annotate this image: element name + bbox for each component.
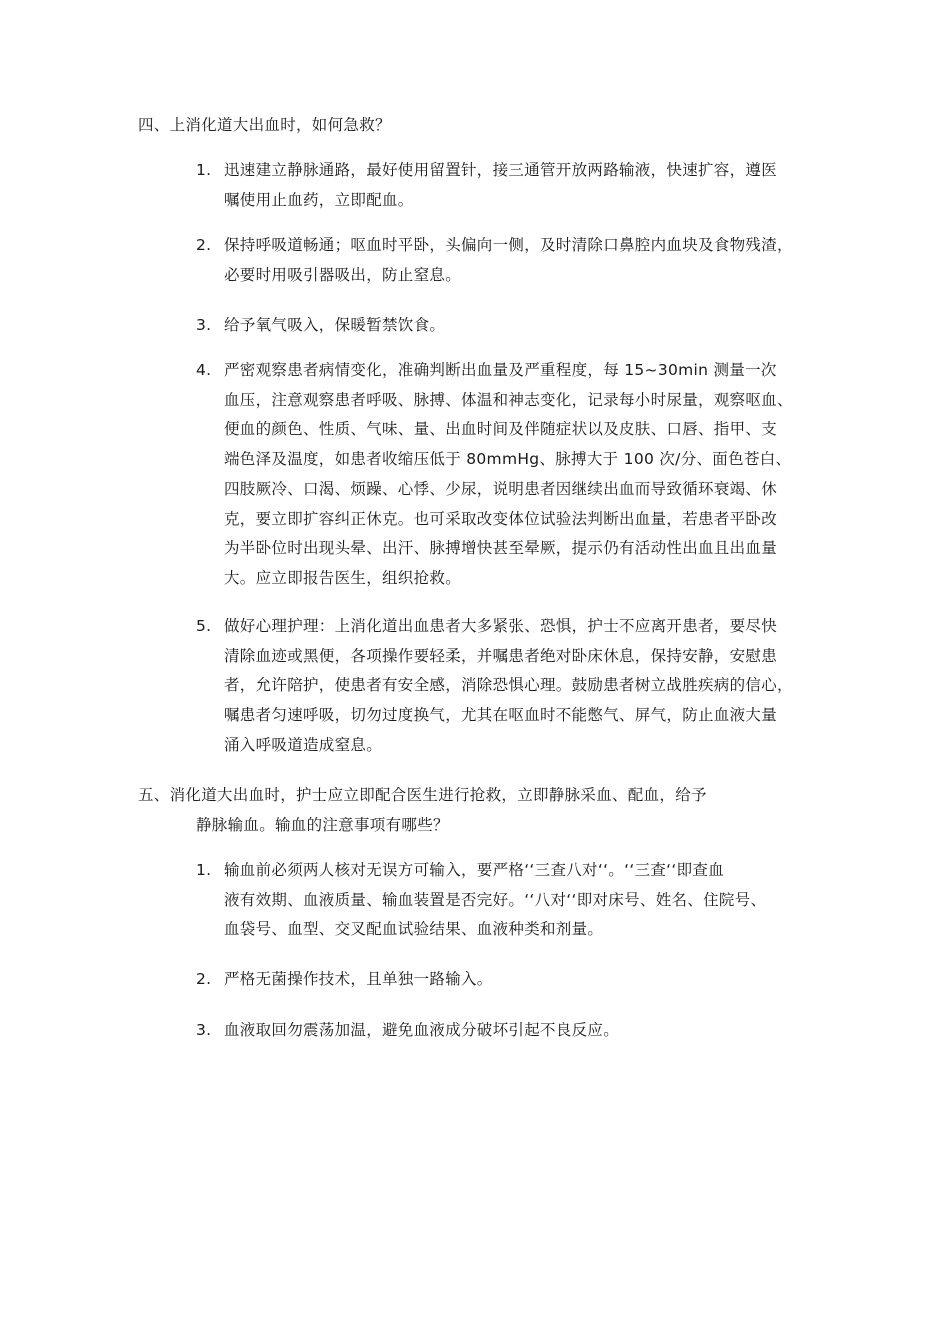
section-5-item-3 [196, 1016, 836, 1046]
item-text: 输血前必须两人核对无误方可输入，要严格‘‘三查八对‘‘。‘‘三查‘‘即查血 液有效期、血液质量、输血装置是否完好。‘‘八对‘‘即对床号、姓名、住院号、 血袋号、血型、交叉配血试验结果、血液种类和剂量。 [224, 861, 767, 939]
item-number: 2. [196, 970, 212, 988]
section-5-heading [138, 780, 707, 840]
item-text: 严格无菌操作技术，且单独一路输入。 [224, 970, 493, 988]
item-number: 3. [196, 316, 212, 334]
item-text: 迅速建立静脉通路，最好使用留置针，接三通管开放两路输液，快速扩容，遵医 嘱使用止血药，立即配血。 [224, 161, 778, 209]
item-number: 2. [196, 236, 212, 254]
section-4-item-4 [196, 356, 836, 594]
section-5-item-2 [196, 965, 836, 995]
item-number: 1. [196, 161, 212, 179]
item-text: 保持呼吸道畅通；呕血时平卧，头偏向一侧，及时清除口鼻腔内血块及食物残渣， 必要时用吸引器吸出，防止窒息。 [224, 236, 793, 284]
item-text: 做好心理护理：上消化道出血患者大多紧张、恐惧，护士不应离开患者，要尽快 清除血迹或黑便，各项操作要轻柔，并嘱患者绝对卧床休息，保持安静，安慰患 者，允许陪护，使患者有安全感，消除恐惧心理。鼓励患者树立战胜疾病的信心， 嘱患者匀速呼吸，切勿过度换气，尤其在呕血时不能憋气、屏气，防止血液大量 涌入呼吸道造成窒息。 [224, 617, 793, 754]
item-text: 严密观察患者病情变化，准确判断出血量及严重程度，每 15~30min 测量一次 血压，注意观察患者呼吸、脉搏、体温和神志变化，记录每小时尿量，观察呕血、 便血的颜色、性质、气味、量、出血时间及伴随症状以及皮肤、口唇、指甲、支 端色泽及温度，如患者收缩压低于 80mmHg、脉搏大于 100 次/分、面色苍白、 四肢厥冷、口渴、烦躁、心悸、少尿，说明患者因继续出血而导致循环衰竭、休 克，要立即扩容纠正休克。也可采取改变体位试验法判断出血量，若患者平卧改 为半卧位时出现头晕、出汗、脉搏增快甚至晕厥，提示仍有活动性出血且出血量 大。应立即报告医生，组织抢救。 [224, 361, 793, 587]
section-4-item-3 [196, 311, 836, 341]
section-4-item-5 [196, 612, 836, 761]
item-text: 给予氧气吸入，保暖暂禁饮食。 [224, 316, 446, 334]
section-5-heading-line-2: 静脉输血。输血的注意事项有哪些？ [196, 816, 449, 834]
item-number: 1. [196, 861, 212, 879]
item-text: 血液取回勿震荡加温，避免血液成分破坏引起不良反应。 [224, 1021, 620, 1039]
section-4-item-2 [196, 231, 836, 290]
item-number: 4. [196, 361, 212, 379]
item-number: 5. [196, 617, 212, 635]
section-4-item-1 [196, 156, 836, 215]
section-4-heading: 四、上消化道大出血时，如何急救？ [138, 116, 391, 134]
section-5-heading-line-1: 五、消化道大出血时，护士应立即配合医生进行抢救，立即静脉采血、配血，给予 [138, 786, 707, 804]
section-5-item-1 [196, 856, 836, 945]
item-number: 3. [196, 1021, 212, 1039]
